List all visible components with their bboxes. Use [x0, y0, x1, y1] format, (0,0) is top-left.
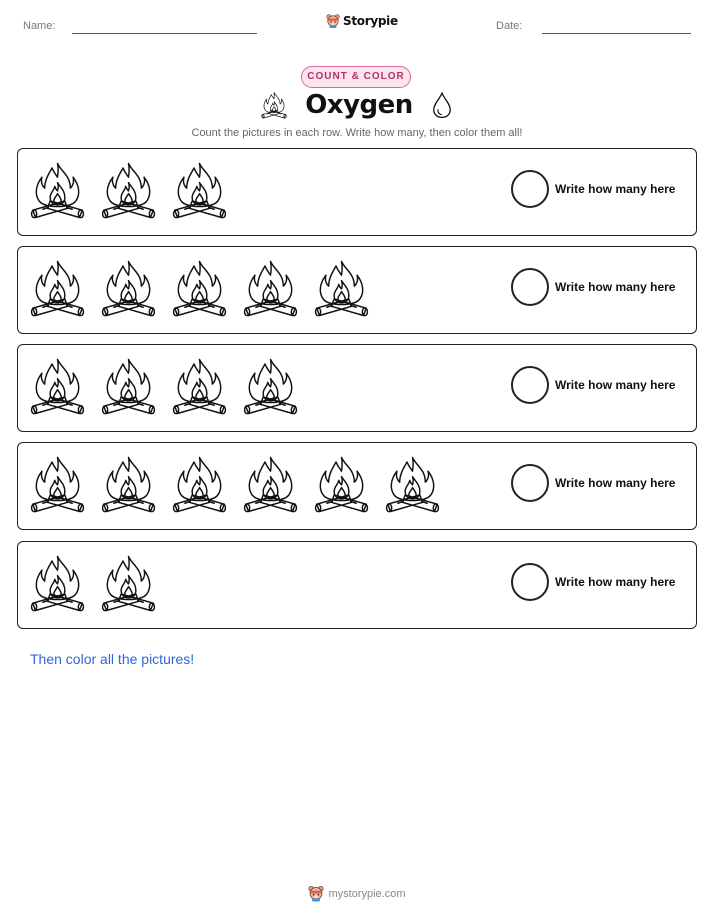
answer-circle[interactable] — [511, 464, 549, 502]
answer-label: Write how many here — [555, 476, 676, 490]
campfire-icon — [30, 453, 85, 515]
bear-mascot-icon — [326, 13, 340, 29]
counting-row — [17, 344, 697, 432]
counting-row — [17, 148, 697, 236]
campfire-icon — [101, 453, 156, 515]
counting-row — [17, 246, 697, 334]
worksheet-header — [0, 0, 714, 50]
date-label: Date: — [496, 20, 523, 32]
answer-label: Write how many here — [555, 575, 676, 589]
campfire-icon — [314, 257, 369, 319]
page-title: Oxygen — [305, 90, 413, 120]
answer-circle[interactable] — [511, 366, 549, 404]
date-line — [542, 33, 691, 34]
name-label: Name: — [23, 20, 56, 32]
campfire-icon — [172, 257, 227, 319]
coloring-instruction: Then color all the pictures! — [30, 651, 195, 667]
answer-label: Write how many here — [555, 378, 676, 392]
campfire-icon — [243, 453, 298, 515]
campfire-icon — [261, 91, 287, 119]
campfire-icon — [385, 453, 440, 515]
brand-name: Storypie — [343, 14, 398, 28]
instructions: Count the pictures in each row. Write how many, then color them all! — [191, 127, 523, 139]
footer-url[interactable]: mystorypie.com — [328, 887, 406, 900]
campfire-icon — [30, 552, 85, 614]
campfire-icon — [172, 453, 227, 515]
campfire-icon — [172, 355, 227, 417]
answer-label: Write how many here — [555, 280, 676, 294]
campfire-icon — [30, 355, 85, 417]
answer-circle[interactable] — [511, 268, 549, 306]
brand-logo — [326, 13, 398, 29]
answer-circle[interactable] — [511, 170, 549, 208]
counting-row — [17, 442, 697, 530]
campfire-icon — [172, 159, 227, 221]
category-badge: COUNT & COLOR — [301, 66, 411, 88]
name-line — [72, 33, 257, 34]
picture-group — [30, 453, 440, 515]
campfire-icon — [101, 552, 156, 614]
counting-row — [17, 541, 697, 629]
campfire-icon — [243, 355, 298, 417]
picture-group — [30, 257, 369, 319]
campfire-icon — [243, 257, 298, 319]
picture-group — [30, 355, 298, 417]
bear-mascot-icon — [308, 885, 324, 902]
campfire-icon — [101, 159, 156, 221]
answer-circle[interactable] — [511, 563, 549, 601]
answer-label: Write how many here — [555, 182, 676, 196]
campfire-icon — [30, 257, 85, 319]
campfire-icon — [101, 257, 156, 319]
page-footer — [0, 885, 714, 902]
campfire-icon — [101, 355, 156, 417]
campfire-icon — [314, 453, 369, 515]
picture-group — [30, 552, 156, 614]
campfire-icon — [30, 159, 85, 221]
water-drop-icon — [431, 91, 453, 119]
picture-group — [30, 159, 227, 221]
title-row — [0, 90, 714, 120]
